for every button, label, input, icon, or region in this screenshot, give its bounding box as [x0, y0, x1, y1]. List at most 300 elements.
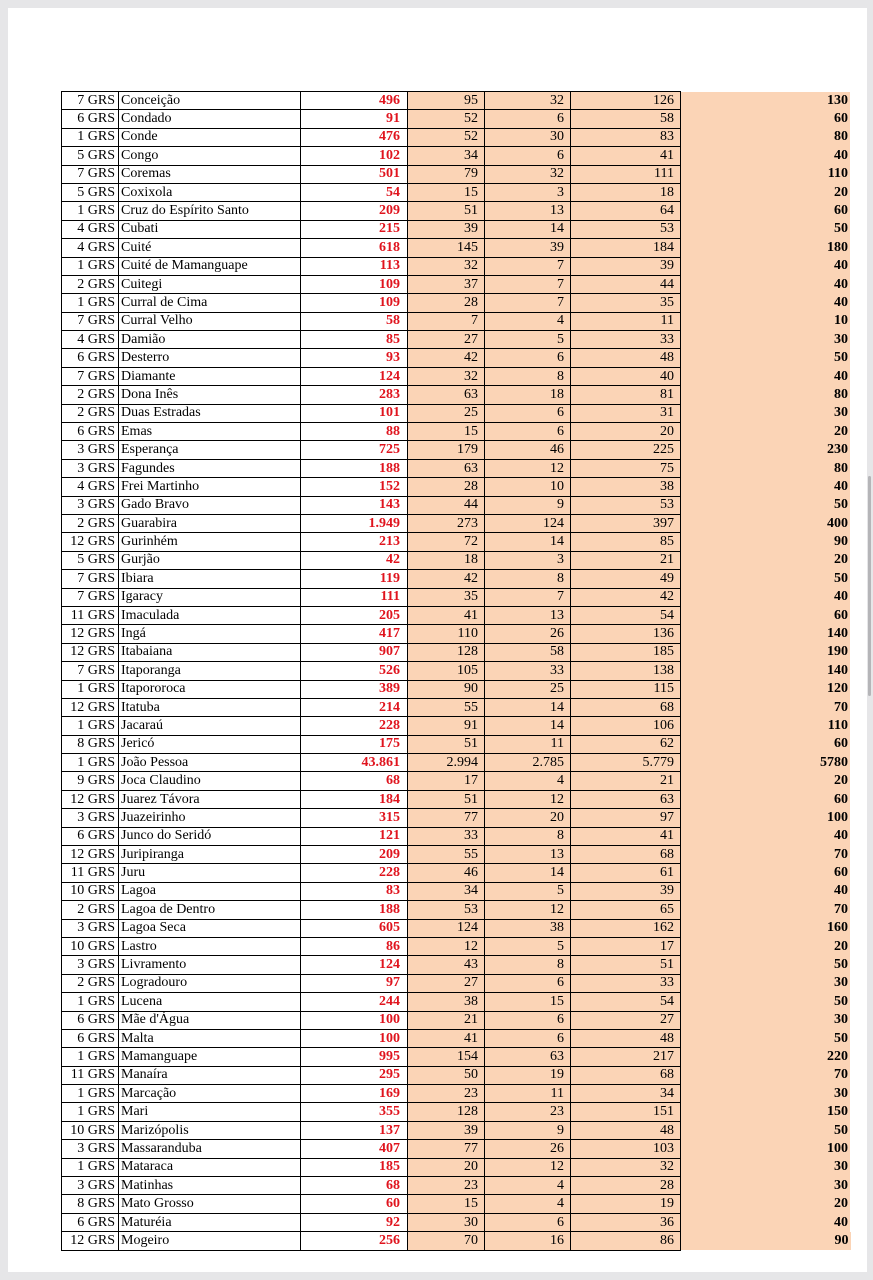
second-count-cell: 8 [485, 367, 571, 385]
sum-cell: 138 [571, 662, 681, 680]
population-cell: 209 [301, 202, 408, 220]
grs-cell: 5 GRS [62, 551, 119, 569]
population-cell: 214 [301, 698, 408, 716]
municipio-cell: Marizópolis [119, 1121, 301, 1139]
population-cell: 618 [301, 239, 408, 257]
grs-cell: 4 GRS [62, 331, 119, 349]
population-cell: 68 [301, 1177, 408, 1195]
dose-count-cell: 72 [408, 533, 485, 551]
sum-cell: 34 [571, 1085, 681, 1103]
municipio-cell: Malta [119, 1029, 301, 1047]
grs-cell: 1 GRS [62, 680, 119, 698]
total-cell: 20 [681, 1195, 851, 1213]
population-cell: 605 [301, 919, 408, 937]
dose-count-cell: 52 [408, 110, 485, 128]
sum-cell: 51 [571, 956, 681, 974]
second-count-cell: 13 [485, 202, 571, 220]
population-cell: 907 [301, 643, 408, 661]
total-cell: 30 [681, 1011, 851, 1029]
population-cell: 119 [301, 570, 408, 588]
dose-count-cell: 21 [408, 1011, 485, 1029]
sum-cell: 42 [571, 588, 681, 606]
municipio-cell: Mamanguape [119, 1048, 301, 1066]
second-count-cell: 12 [485, 901, 571, 919]
vertical-scrollbar[interactable] [868, 476, 871, 696]
population-cell: 995 [301, 1048, 408, 1066]
sum-cell: 35 [571, 294, 681, 312]
dose-count-cell: 42 [408, 349, 485, 367]
dose-count-cell: 128 [408, 643, 485, 661]
dose-count-cell: 17 [408, 772, 485, 790]
municipio-cell: Massaranduba [119, 1140, 301, 1158]
second-count-cell: 63 [485, 1048, 571, 1066]
grs-cell: 11 GRS [62, 864, 119, 882]
population-cell: 295 [301, 1066, 408, 1084]
total-cell: 60 [681, 202, 851, 220]
sum-cell: 62 [571, 735, 681, 753]
population-cell: 476 [301, 128, 408, 146]
sum-cell: 36 [571, 1213, 681, 1231]
grs-cell: 7 GRS [62, 367, 119, 385]
table-row [62, 478, 851, 496]
second-count-cell: 32 [485, 165, 571, 183]
population-cell: 93 [301, 349, 408, 367]
municipio-cell: Mãe d'Água [119, 1011, 301, 1029]
table-row [62, 110, 851, 128]
municipio-cell: Maturéia [119, 1213, 301, 1231]
second-count-cell: 6 [485, 1213, 571, 1231]
municipio-cell: Juarez Távora [119, 790, 301, 808]
table-row [62, 349, 851, 367]
dose-count-cell: 63 [408, 386, 485, 404]
grs-cell: 7 GRS [62, 312, 119, 330]
table-row [62, 827, 851, 845]
dose-count-cell: 77 [408, 1140, 485, 1158]
population-cell: 228 [301, 717, 408, 735]
table-row [62, 606, 851, 624]
second-count-cell: 14 [485, 717, 571, 735]
grs-cell: 1 GRS [62, 1085, 119, 1103]
table-row [62, 423, 851, 441]
sum-cell: 97 [571, 809, 681, 827]
second-count-cell: 5 [485, 882, 571, 900]
dose-count-cell: 77 [408, 809, 485, 827]
grs-cell: 1 GRS [62, 257, 119, 275]
total-cell: 20 [681, 772, 851, 790]
grs-cell: 2 GRS [62, 404, 119, 422]
population-cell: 109 [301, 275, 408, 293]
municipio-cell: Duas Estradas [119, 404, 301, 422]
municipio-cell: Imaculada [119, 606, 301, 624]
population-cell: 111 [301, 588, 408, 606]
grs-cell: 3 GRS [62, 496, 119, 514]
sum-cell: 58 [571, 110, 681, 128]
sum-cell: 61 [571, 864, 681, 882]
total-cell: 40 [681, 367, 851, 385]
total-cell: 220 [681, 1048, 851, 1066]
table-row [62, 901, 851, 919]
municipio-cell: Gurinhém [119, 533, 301, 551]
grs-cell: 11 GRS [62, 606, 119, 624]
table-row [62, 919, 851, 937]
municipio-cell: Emas [119, 423, 301, 441]
table-row [62, 809, 851, 827]
grs-cell: 6 GRS [62, 827, 119, 845]
grs-cell: 10 GRS [62, 1121, 119, 1139]
municipio-cell: Dona Inês [119, 386, 301, 404]
second-count-cell: 11 [485, 1085, 571, 1103]
sum-cell: 162 [571, 919, 681, 937]
sum-cell: 115 [571, 680, 681, 698]
population-cell: 109 [301, 294, 408, 312]
second-count-cell: 11 [485, 735, 571, 753]
municipio-cell: Itatuba [119, 698, 301, 716]
sum-cell: 111 [571, 165, 681, 183]
sum-cell: 41 [571, 827, 681, 845]
sum-cell: 81 [571, 386, 681, 404]
sum-cell: 11 [571, 312, 681, 330]
table-row [62, 275, 851, 293]
grs-cell: 4 GRS [62, 239, 119, 257]
grs-cell: 12 GRS [62, 643, 119, 661]
population-cell: 256 [301, 1232, 408, 1250]
municipio-cell: Junco do Seridó [119, 827, 301, 845]
grs-cell: 3 GRS [62, 441, 119, 459]
sum-cell: 40 [571, 367, 681, 385]
sum-cell: 38 [571, 478, 681, 496]
dose-count-cell: 25 [408, 404, 485, 422]
second-count-cell: 6 [485, 974, 571, 992]
second-count-cell: 26 [485, 1140, 571, 1158]
municipio-cell: Jericó [119, 735, 301, 753]
total-cell: 100 [681, 1140, 851, 1158]
second-count-cell: 7 [485, 257, 571, 275]
total-cell: 60 [681, 790, 851, 808]
total-cell: 50 [681, 349, 851, 367]
total-cell: 90 [681, 533, 851, 551]
table-row [62, 662, 851, 680]
municipio-cell: Lagoa Seca [119, 919, 301, 937]
total-cell: 30 [681, 1158, 851, 1176]
total-cell: 20 [681, 937, 851, 955]
municipio-cell: Lagoa de Dentro [119, 901, 301, 919]
second-count-cell: 8 [485, 956, 571, 974]
dose-count-cell: 41 [408, 1029, 485, 1047]
population-cell: 143 [301, 496, 408, 514]
municipio-cell: Juru [119, 864, 301, 882]
total-cell: 80 [681, 386, 851, 404]
table-row [62, 183, 851, 201]
dose-count-cell: 35 [408, 588, 485, 606]
population-cell: 496 [301, 92, 408, 110]
table-row [62, 551, 851, 569]
table-row [62, 625, 851, 643]
second-count-cell: 46 [485, 441, 571, 459]
municipio-cell: Marcação [119, 1085, 301, 1103]
sum-cell: 21 [571, 551, 681, 569]
total-cell: 70 [681, 698, 851, 716]
population-cell: 101 [301, 404, 408, 422]
population-cell: 725 [301, 441, 408, 459]
second-count-cell: 12 [485, 790, 571, 808]
dose-count-cell: 2.994 [408, 754, 485, 772]
grs-cell: 1 GRS [62, 1103, 119, 1121]
population-cell: 215 [301, 220, 408, 238]
dose-count-cell: 50 [408, 1066, 485, 1084]
sum-cell: 63 [571, 790, 681, 808]
dose-count-cell: 20 [408, 1158, 485, 1176]
grs-cell: 12 GRS [62, 533, 119, 551]
dose-count-cell: 52 [408, 128, 485, 146]
dose-count-cell: 15 [408, 183, 485, 201]
total-cell: 120 [681, 680, 851, 698]
population-cell: 137 [301, 1121, 408, 1139]
dose-count-cell: 145 [408, 239, 485, 257]
municipio-cell: Cuité [119, 239, 301, 257]
table-row [62, 1177, 851, 1195]
second-count-cell: 3 [485, 551, 571, 569]
second-count-cell: 6 [485, 404, 571, 422]
population-cell: 58 [301, 312, 408, 330]
sum-cell: 106 [571, 717, 681, 735]
grs-cell: 1 GRS [62, 717, 119, 735]
total-cell: 180 [681, 239, 851, 257]
table-row [62, 147, 851, 165]
sum-cell: 184 [571, 239, 681, 257]
total-cell: 50 [681, 1029, 851, 1047]
municipio-cell: Logradouro [119, 974, 301, 992]
grs-cell: 10 GRS [62, 882, 119, 900]
municipio-cell: Ingá [119, 625, 301, 643]
table-row [62, 1158, 851, 1176]
sum-cell: 53 [571, 220, 681, 238]
grs-cell: 6 GRS [62, 423, 119, 441]
dose-count-cell: 110 [408, 625, 485, 643]
dose-count-cell: 39 [408, 220, 485, 238]
second-count-cell: 30 [485, 128, 571, 146]
total-cell: 50 [681, 993, 851, 1011]
dose-count-cell: 32 [408, 257, 485, 275]
table-row [62, 937, 851, 955]
dose-count-cell: 91 [408, 717, 485, 735]
second-count-cell: 6 [485, 110, 571, 128]
table-row [62, 441, 851, 459]
sum-cell: 65 [571, 901, 681, 919]
table-row [62, 404, 851, 422]
total-cell: 40 [681, 588, 851, 606]
table-row [62, 312, 851, 330]
grs-cell: 7 GRS [62, 662, 119, 680]
total-cell: 90 [681, 1232, 851, 1250]
total-cell: 20 [681, 423, 851, 441]
grs-cell: 1 GRS [62, 754, 119, 772]
population-cell: 43.861 [301, 754, 408, 772]
municipio-cell: Joca Claudino [119, 772, 301, 790]
municipio-cell: João Pessoa [119, 754, 301, 772]
sum-cell: 151 [571, 1103, 681, 1121]
total-cell: 60 [681, 606, 851, 624]
table-row [62, 331, 851, 349]
table-row [62, 588, 851, 606]
population-cell: 54 [301, 183, 408, 201]
population-cell: 42 [301, 551, 408, 569]
sum-cell: 217 [571, 1048, 681, 1066]
grs-cell: 12 GRS [62, 698, 119, 716]
population-cell: 88 [301, 423, 408, 441]
dose-count-cell: 7 [408, 312, 485, 330]
population-cell: 100 [301, 1029, 408, 1047]
grs-cell: 7 GRS [62, 165, 119, 183]
grs-cell: 2 GRS [62, 901, 119, 919]
grs-cell: 6 GRS [62, 1213, 119, 1231]
sum-cell: 48 [571, 1121, 681, 1139]
second-count-cell: 38 [485, 919, 571, 937]
total-cell: 20 [681, 183, 851, 201]
table-row [62, 698, 851, 716]
second-count-cell: 9 [485, 1121, 571, 1139]
second-count-cell: 20 [485, 809, 571, 827]
grs-cell: 7 GRS [62, 92, 119, 110]
dose-count-cell: 23 [408, 1085, 485, 1103]
sum-cell: 54 [571, 606, 681, 624]
dose-count-cell: 15 [408, 423, 485, 441]
sum-cell: 48 [571, 1029, 681, 1047]
population-cell: 228 [301, 864, 408, 882]
table-row [62, 974, 851, 992]
second-count-cell: 15 [485, 993, 571, 1011]
municipio-cell: Cuitegi [119, 275, 301, 293]
municipio-cell: Cubati [119, 220, 301, 238]
table-row [62, 846, 851, 864]
second-count-cell: 124 [485, 514, 571, 532]
grs-cell: 3 GRS [62, 809, 119, 827]
grs-cell: 6 GRS [62, 1029, 119, 1047]
table-row [62, 459, 851, 477]
second-count-cell: 9 [485, 496, 571, 514]
sum-cell: 86 [571, 1232, 681, 1250]
population-cell: 389 [301, 680, 408, 698]
total-cell: 110 [681, 165, 851, 183]
table-row [62, 514, 851, 532]
grs-cell: 1 GRS [62, 202, 119, 220]
total-cell: 400 [681, 514, 851, 532]
grs-cell: 12 GRS [62, 846, 119, 864]
dose-count-cell: 41 [408, 606, 485, 624]
vaccine-distribution-table [61, 91, 851, 1251]
population-cell: 355 [301, 1103, 408, 1121]
second-count-cell: 32 [485, 92, 571, 110]
sum-cell: 17 [571, 937, 681, 955]
total-cell: 40 [681, 147, 851, 165]
population-cell: 86 [301, 937, 408, 955]
dose-count-cell: 79 [408, 165, 485, 183]
total-cell: 70 [681, 901, 851, 919]
total-cell: 60 [681, 110, 851, 128]
second-count-cell: 18 [485, 386, 571, 404]
total-cell: 80 [681, 459, 851, 477]
total-cell: 190 [681, 643, 851, 661]
second-count-cell: 14 [485, 220, 571, 238]
municipio-cell: Congo [119, 147, 301, 165]
table-row [62, 1232, 851, 1250]
grs-cell: 3 GRS [62, 1177, 119, 1195]
grs-cell: 1 GRS [62, 1158, 119, 1176]
population-cell: 102 [301, 147, 408, 165]
table-row [62, 864, 851, 882]
second-count-cell: 4 [485, 1195, 571, 1213]
grs-cell: 5 GRS [62, 183, 119, 201]
grs-cell: 9 GRS [62, 772, 119, 790]
sum-cell: 39 [571, 257, 681, 275]
total-cell: 140 [681, 662, 851, 680]
second-count-cell: 12 [485, 459, 571, 477]
grs-cell: 12 GRS [62, 625, 119, 643]
dose-count-cell: 43 [408, 956, 485, 974]
table-row [62, 220, 851, 238]
population-cell: 60 [301, 1195, 408, 1213]
dose-count-cell: 273 [408, 514, 485, 532]
total-cell: 30 [681, 974, 851, 992]
table-row [62, 1140, 851, 1158]
municipio-cell: Manaíra [119, 1066, 301, 1084]
dose-count-cell: 53 [408, 901, 485, 919]
sum-cell: 31 [571, 404, 681, 422]
dose-count-cell: 46 [408, 864, 485, 882]
second-count-cell: 4 [485, 1177, 571, 1195]
municipio-cell: Cuité de Mamanguape [119, 257, 301, 275]
sum-cell: 397 [571, 514, 681, 532]
second-count-cell: 33 [485, 662, 571, 680]
dose-count-cell: 63 [408, 459, 485, 477]
total-cell: 230 [681, 441, 851, 459]
population-cell: 152 [301, 478, 408, 496]
total-cell: 40 [681, 275, 851, 293]
dose-count-cell: 95 [408, 92, 485, 110]
grs-cell: 11 GRS [62, 1066, 119, 1084]
second-count-cell: 6 [485, 423, 571, 441]
grs-cell: 4 GRS [62, 220, 119, 238]
second-count-cell: 58 [485, 643, 571, 661]
municipio-cell: Juripiranga [119, 846, 301, 864]
dose-count-cell: 38 [408, 993, 485, 1011]
grs-cell: 8 GRS [62, 735, 119, 753]
sum-cell: 20 [571, 423, 681, 441]
dose-count-cell: 28 [408, 294, 485, 312]
second-count-cell: 26 [485, 625, 571, 643]
table-row [62, 570, 851, 588]
second-count-cell: 6 [485, 1029, 571, 1047]
population-cell: 213 [301, 533, 408, 551]
total-cell: 40 [681, 827, 851, 845]
population-cell: 209 [301, 846, 408, 864]
grs-cell: 4 GRS [62, 478, 119, 496]
total-cell: 50 [681, 220, 851, 238]
population-cell: 1.949 [301, 514, 408, 532]
sum-cell: 33 [571, 331, 681, 349]
table-row [62, 294, 851, 312]
grs-cell: 3 GRS [62, 956, 119, 974]
second-count-cell: 12 [485, 1158, 571, 1176]
table-row [62, 956, 851, 974]
table-row [62, 882, 851, 900]
total-cell: 100 [681, 809, 851, 827]
sum-cell: 39 [571, 882, 681, 900]
total-cell: 50 [681, 1121, 851, 1139]
total-cell: 40 [681, 1213, 851, 1231]
total-cell: 40 [681, 257, 851, 275]
dose-count-cell: 30 [408, 1213, 485, 1231]
total-cell: 5780 [681, 754, 851, 772]
